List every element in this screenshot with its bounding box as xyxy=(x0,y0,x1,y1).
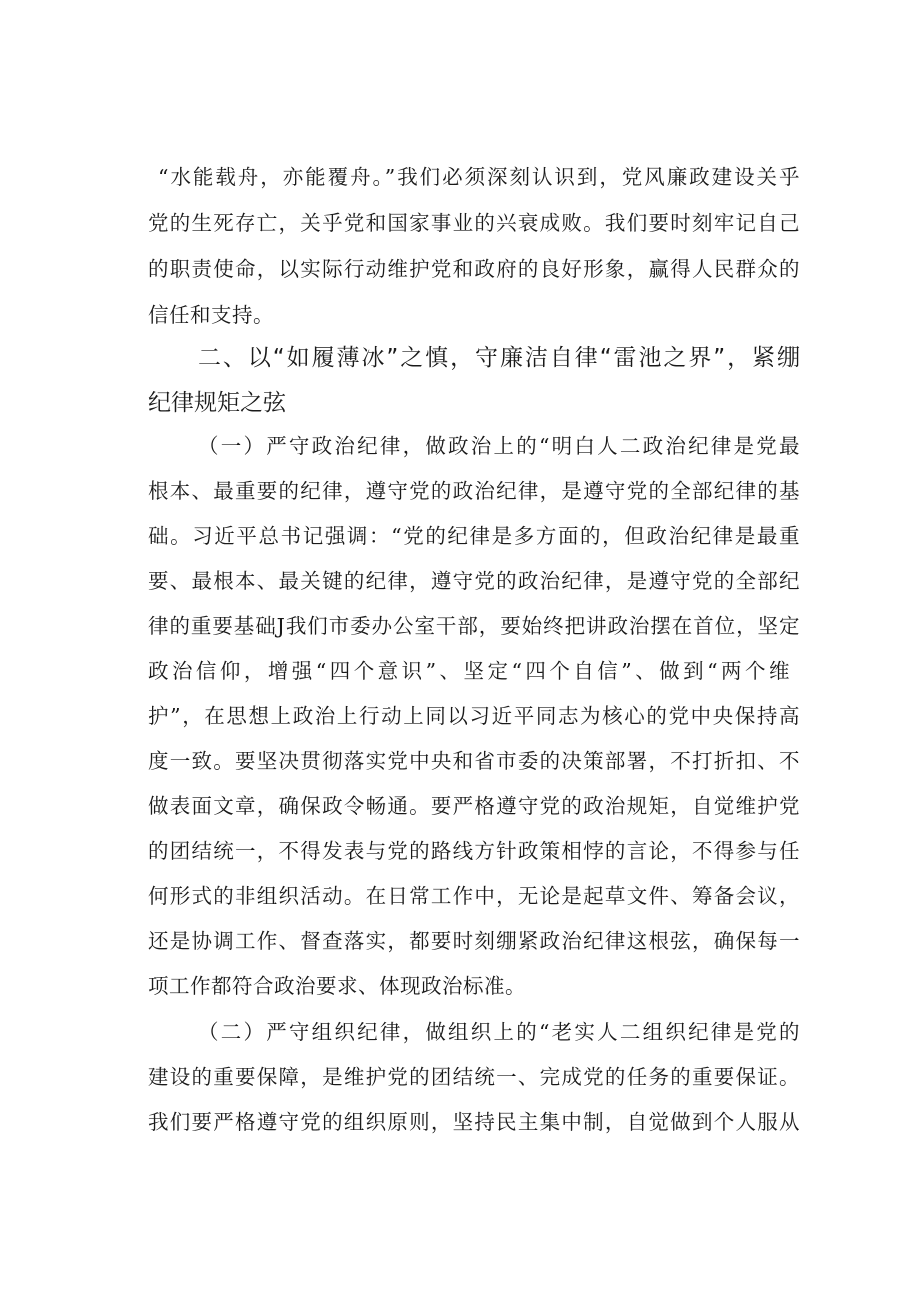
paragraph-1-line-1: “水能载舟，亦能覆舟。”我们必须深刻认识到，党风廉政建设关乎 xyxy=(158,165,800,189)
paragraph-2-line-11: 何形式的非组织活动。在日常工作中，无论是起草文件、筹备会议， xyxy=(148,884,800,908)
paragraph-3-line-1: （二）严守组织纪律，做组织上的“老实人二组织纪律是党的 xyxy=(198,1020,800,1044)
paragraph-2-line-13: 项工作都符合政治要求、体现政治标准。 xyxy=(148,974,526,998)
paragraph-2-line-3: 础。习近平总书记强调：“党的纪律是多方面的，但政治纪律是最重 xyxy=(148,524,800,548)
paragraph-2-line-5: 律的重要基础J我们市委办公室干部，要始终把讲政治摆在首位，坚定 xyxy=(148,614,800,638)
paragraph-2-line-6: 政治信仰，增强“四个意识”、坚定“四个自信”、做到“两个维 xyxy=(148,659,790,683)
paragraph-2-line-10: 的团结统一，不得发表与党的路线方针政策相悖的言论，不得参与任 xyxy=(148,839,800,863)
paragraph-3-line-2: 建设的重要保障，是维护党的团结统一、完成党的任务的重要保证。 xyxy=(148,1065,800,1089)
paragraph-2-line-8: 度一致。要坚决贯彻落实党中央和省市委的决策部署，不打折扣、不 xyxy=(148,749,800,773)
section-heading-line-1: 二、以“如履薄冰”之慎，守廉洁自律“雷池之界”，紧绷 xyxy=(198,345,800,371)
paragraph-1-line-3: 的职责使命，以实际行动维护党和政府的良好形象，赢得人民群众的 xyxy=(148,257,800,281)
paragraph-2-line-4: 要、最根本、最关键的纪律，遵守党的政治纪律，是遵守党的全部纪 xyxy=(148,569,800,593)
paragraph-1-line-2: 党的生死存亡，关乎党和国家事业的兴衰成败。我们要时刻牢记自己 xyxy=(148,211,800,235)
paragraph-2-line-7: 护”，在思想上政治上行动上同以习近平同志为核心的党中央保持高 xyxy=(148,704,800,728)
section-heading-line-2: 纪律规矩之弦 xyxy=(148,390,286,416)
paragraph-2-line-9: 做表面文章，确保政令畅通。要严格遵守党的政治规矩，自觉维护党 xyxy=(148,794,800,818)
paragraph-2-line-12: 还是协调工作、督查落实，都要时刻绷紧政治纪律这根弦，确保每一 xyxy=(148,929,800,953)
paragraph-2-line-1: （一）严守政治纪律，做政治上的“明白人二政治纪律是党最 xyxy=(198,434,800,458)
paragraph-1-line-4: 信任和支持。 xyxy=(148,303,274,327)
paragraph-3-line-3: 我们要严格遵守党的组织原则，坚持民主集中制，自觉做到个人服从 xyxy=(148,1110,800,1134)
paragraph-2-line-2: 根本、最重要的纪律，遵守党的政治纪律，是遵守党的全部纪律的基 xyxy=(148,479,800,503)
